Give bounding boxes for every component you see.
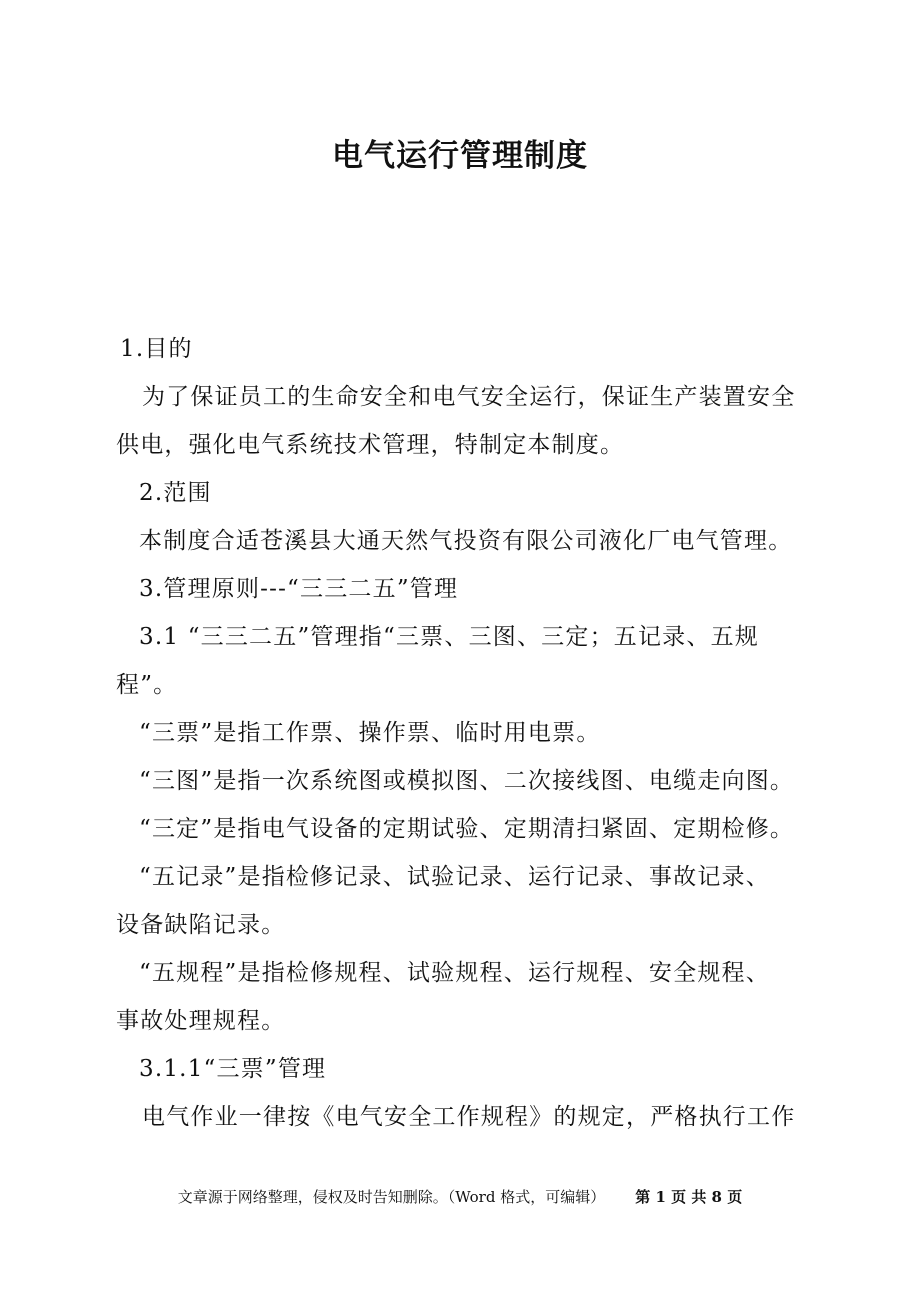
section-heading-principles: 3.管理原则---“三三二五”管理: [139, 576, 459, 602]
paragraph-line: “三图”是指一次系统图或模拟图、二次接线图、电缆走向图。: [139, 768, 795, 794]
subsection-heading: 3.1.1“三票”管理: [139, 1056, 327, 1082]
paragraph-line: 供电，强化电气系统技术管理，特制定本制度。: [116, 432, 625, 458]
paragraph-line: 3.1 “三三二五”管理指“三票、三图、三定；五记录、五规: [139, 624, 759, 650]
paragraph-line: “三定”是指电气设备的定期试验、定期清扫紧固、定期检修。: [139, 816, 795, 842]
document-title: 电气运行管理制度: [332, 138, 588, 174]
page-footer: [0, 1185, 920, 1209]
paragraph-line: 事故处理规程。: [116, 1008, 286, 1034]
page-number: 第 1 页 共 8 页: [635, 1188, 743, 1206]
paragraph-line: 程”。: [116, 672, 178, 698]
paragraph-line: “五规程”是指检修规程、试验规程、运行规程、安全规程、: [139, 960, 770, 986]
paragraph-line: 为了保证员工的生命安全和电气安全运行，保证生产装置安全: [142, 384, 796, 410]
footer-note: 文章源于网络整理，侵权及时告知删除。（Word 格式，可编辑）: [177, 1188, 606, 1206]
paragraph-line: “五记录”是指检修记录、试验记录、运行记录、事故记录、: [139, 864, 770, 890]
paragraph-line: 本制度合适苍溪县大通天然气投资有限公司液化厂电气管理。: [139, 528, 793, 554]
paragraph-line: “三票”是指工作票、操作票、临时用电票。: [139, 720, 601, 746]
paragraph-line: 电气作业一律按《电气安全工作规程》的规定，严格执行工作: [142, 1104, 796, 1130]
section-heading-purpose: 1.目的: [120, 336, 193, 362]
section-heading-scope: 2.范围: [139, 480, 212, 506]
paragraph-line: 设备缺陷记录。: [116, 912, 286, 938]
